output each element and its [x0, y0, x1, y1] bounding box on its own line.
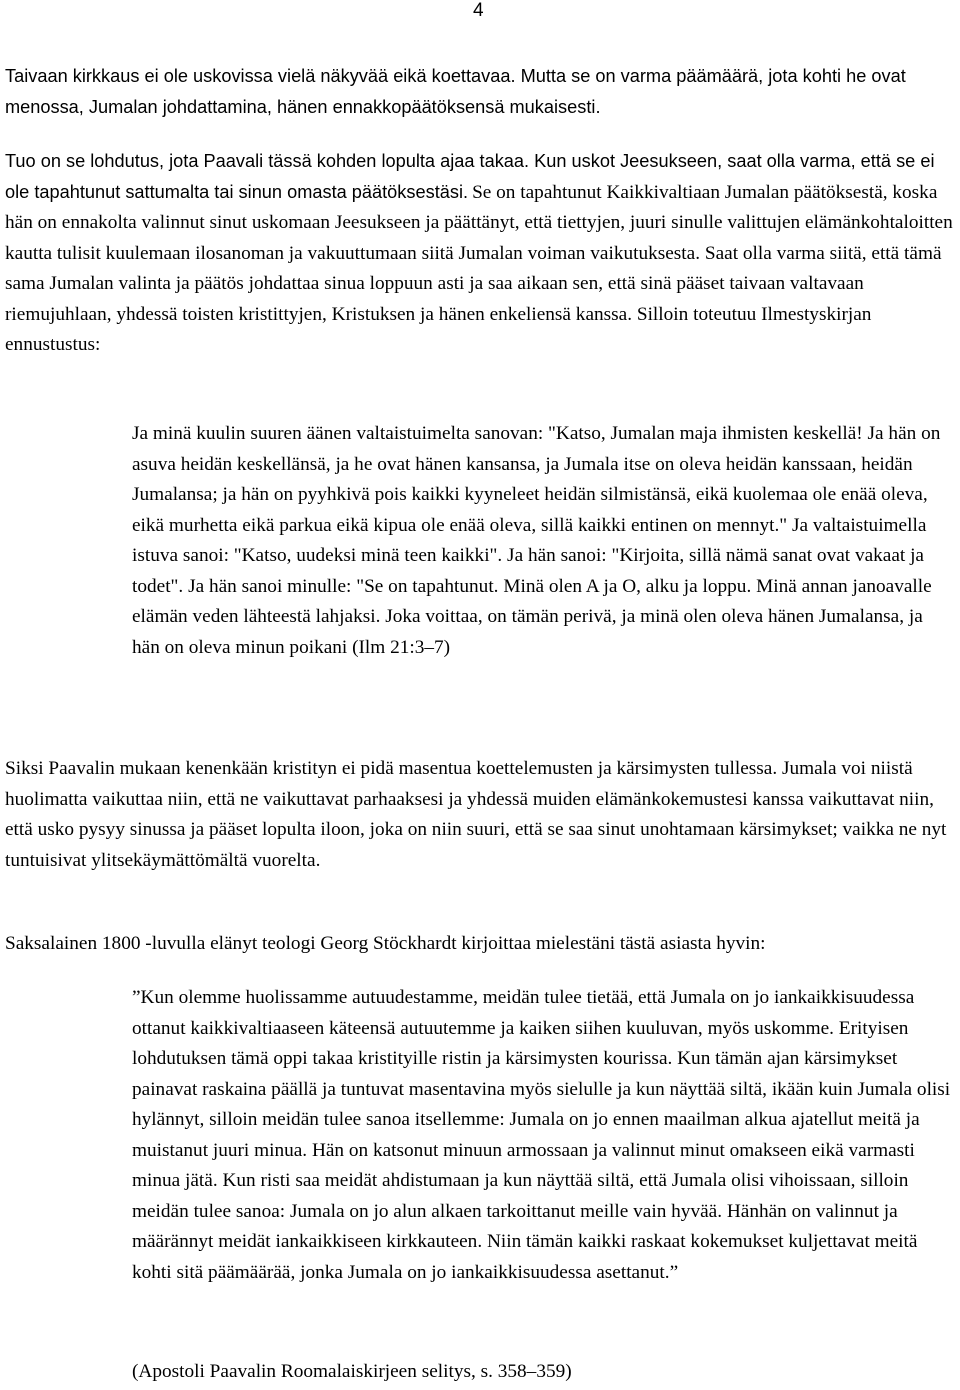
quote-revelation: Ja minä kuulin suuren äänen valtaistuimelta sanovan: "Katso, Jumalan maja ihmisten keskellä! Ja hän on asuva heidän keskellänsä, ja he ovat hänen kansansa, ja Jumala itse on oleva heidän kanssaan, heidän Jumalansa; ja hän on pyyhkivä pois kaikki kyyneleet heidän silmistänsä, eikä kuolemaa ole enää oleva, eikä murhetta eikä parkua eikä kipua ole enää oleva, sillä kaikki entinen on mennyt." Ja valtaistuimella istuva sanoi: "Katso, uudeksi minä teen kaikki". Ja hän sanoi: "Kirjoita, sillä nämä sanat ovat vakaat ja todet". Ja hän sanoi minulle: "Se on tapahtunut. Minä olen A ja O, alku ja loppu. Minä annan janoavalle elämän veden lähteestä lahjaksi. Joka voittaa, on tämän perivä, ja minä olen oleva hänen Jumalansa, ja hän on oleva minun poikani (Ilm 21:3–7) [132, 423, 941, 658]
paragraph-paul-comfort-serif-part: Se on tapahtunut Kaikkivaltiaan Jumalan päätöksestä, koska hän on ennakolta valinnut sinut uskomaan Jeesukseen ja päättänyt, että tiettyjen, juuri sinulle valittujen elämänkohtaloitten kautta tulisit kuulemaan ilosanoman ja vakuuttumaan siitä Jumalan voiman vaikutuksesta. Saat olla varma siitä, että tämä sama Jumalan valinta ja päätös johdattaa sinua loppuun asti ja saa aikaan sen, että sinä pääset taivaan valtavaan riemujuhlaan, yhdessä toisten kristittyjen, Kristuksen ja hänen enkeliensä kanssa. Silloin toteutuu Ilmestyskirjan ennustustus: [5, 181, 953, 355]
paragraph-heaven-glory: Taivaan kirkkaus ei ole uskovissa vielä näkyvää eikä koettavaa. Mutta se on varma päämäärä, jota kohti he ovat menossa, Jumalan johdattamina, hänen ennakkopäätöksensä mukaisesti. [5, 66, 906, 117]
paragraph-stockhardt-intro: Saksalainen 1800 -luvulla elänyt teologi Georg Stöckhardt kirjoittaa mielestäni tästä asiasta hyvin: [5, 933, 766, 954]
paragraph-do-not-despair: Siksi Paavalin mukaan kenenkään kristityn ei pidä masentua koettelemusten ja kärsimysten tullessa. Jumala voi niistä huolimatta vaikuttaa niin, että ne vaikuttavat parhaaksesi ja yhdessä muiden elämänkokemustesi kanssa vaikuttavat niin, että usko pysyy sinussa ja pääset lopulta iloon, joka on niin suuri, että se saa sinut unohtamaan kärsimykset; vaikka ne nyt tuntuisivat ylitsekäymättömältä vuorelta. [5, 758, 947, 871]
paragraph-paul-comfort [5, 146, 955, 361]
quote-stockhardt: ”Kun olemme huolissamme autuudestamme, meidän tulee tietää, että Jumala on jo iankaikkisuudessa ottanut kaikkivaltiaaseen käteensä autuutemme ja kaiken siihen kuuluvan, myös uskomme. Erityisen lohdutuksen tämä oppi takaa kristityille ristin ja kärsimysten kourissa. Kun tämän ajan kärsimykset painavat raskaina päällä ja tuntuvat masentavina myös sielulle ja kun näyttää siltä, ikään kuin Jumala olisi hylännyt, silloin meidän tulee sanoa itsellemme: Jumala on jo ennen maailman alkua ajatellut meitä ja muistanut juuri minua. Hän on katsonut minuun armossaan ja valinnut minut omakseen eikä varmasti minua jätä. Kun risti saa meidät ahdistumaan ja kun näyttää siltä, että Jumala olisi vihoissaan, silloin meidän tulee sanoa: Jumala on jo alun alkaen tarkoittanut meille vain hyvää. Hänhän on valinnut ja määrännyt meidät iankaikkiseen kirkkauteen. Niin tämän kaikki raskaat kokemukset kuljettavat meitä kohti sitä päämäärää, jonka Jumala on jo iankaikkisuudessa asettanut.” [132, 987, 951, 1283]
quote-citation: (Apostoli Paavalin Roomalaiskirjeen selitys, s. 358–359) [132, 1361, 572, 1382]
paragraph-paul-comfort-sans-part: Tuo on se lohdutus, jota Paavali tässä kohden lopulta ajaa takaa. Kun uskot Jeesukseen, saat olla varma, että se ei ole tapahtunut sattumalta tai sinun omasta päätöksestäsi. [5, 151, 935, 202]
page-number: 4 [473, 0, 484, 21]
